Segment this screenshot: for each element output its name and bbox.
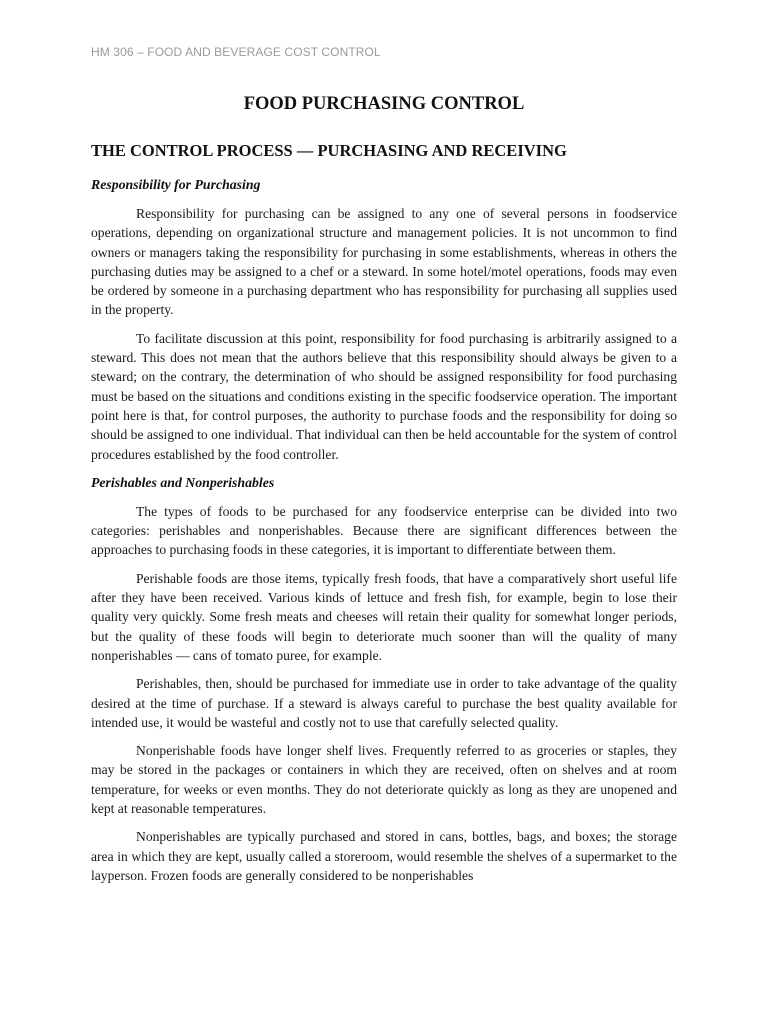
document-title: FOOD PURCHASING CONTROL: [243, 94, 525, 114]
subsection-heading-perishables: Perishables and Nonperishables: [91, 474, 275, 490]
paragraph: To facilitate discussion at this point, responsibility for food purchasing is arbitrarily assigned to a steward. This does not mean that the authors believe that this responsibility should always be given to a steward; on the contrary, the determination of who should be assigned responsibility for food purchasing must be based on the situations and conditions existing in the specific foodservice operation. The important point here is that, for control purposes, the authority to purchase foods and the responsibility for doing so should be assigned to one individual. That individual can then be held accountable for the system of control procedures established by the food controller.: [91, 330, 677, 462]
section-heading: THE CONTROL PROCESS — PURCHASING AND RECEIVING: [91, 141, 567, 160]
paragraph: Perishables, then, should be purchased for immediate use in order to take advantage of the quality desired at the time of purchase. If a steward is always careful to purchase the best quality available for intended use, it would be wasteful and costly not to use that carefully selected quality.: [91, 676, 677, 730]
paragraph: Responsibility for purchasing can be assigned to any one of several persons in foodservice operations, depending on organizational structure and management policies. It is not uncommon to find owners or managers taking the responsibility for purchasing in some establishments, whereas in others the purchasing duties may be assigned to a chef or a steward. In some hotel/motel operations, foods may even be ordered by someone in a purchasing department who has responsibility for purchasing all supplies used in the property.: [91, 206, 677, 318]
document-body: [91, 140, 677, 894]
subsection-heading-responsibility: Responsibility for Purchasing: [91, 177, 261, 192]
paragraph: Nonperishables are typically purchased and stored in cans, bottles, bags, and boxes; the storage area in which they are kept, usually called a storeroom, would resemble the shelves of a supermarket to the layperson. Frozen foods are generally considered to be nonperishables: [91, 829, 677, 883]
running-header: HM 306 – FOOD AND BEVERAGE COST CONTROL: [91, 45, 381, 59]
paragraph: The types of foods to be purchased for any foodservice enterprise can be divided into two categories: perishables and nonperishables. Because there are significant differences between the approaches to purchasing foods in these categories, it is important to differentiate between them.: [91, 503, 677, 558]
paragraph: Nonperishable foods have longer shelf lives. Frequently referred to as groceries or staples, they may be stored in the packages or containers in which they are received, often on shelves and at room temperature, for weeks or even months. They do not deteriorate quickly as long as they are unopened and kept at reasonable temperatures.: [91, 743, 677, 817]
paragraph: Perishable foods are those items, typically fresh foods, that have a comparatively short useful life after they have been received. Various kinds of lettuce and fresh fish, for example, begin to lose their quality very quickly. Some fresh meats and cheeses will retain their quality for somewhat longer periods, but the quality of these foods will begin to deteriorate much sooner than will the quality of many nonperishables — cans of tomato puree, for example.: [91, 570, 677, 663]
document-page: [91, 0, 677, 1024]
